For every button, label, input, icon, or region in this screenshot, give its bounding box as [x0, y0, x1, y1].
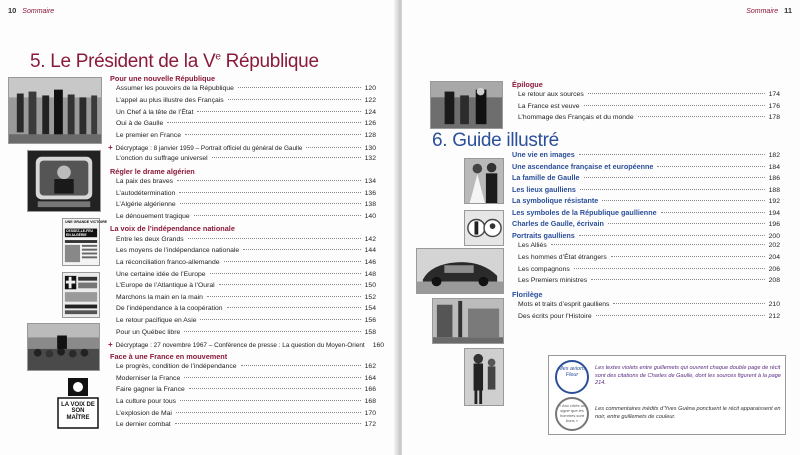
toc-entry-page: 150: [364, 282, 376, 290]
toc-entry-title: Oui à de Gaulle: [116, 120, 164, 128]
dot-leader: [661, 212, 765, 213]
section-title: Pour une nouvelle République: [110, 74, 216, 83]
dot-leader: [189, 388, 361, 389]
toc-entry-title: Faire gagner la France: [116, 386, 185, 394]
toc-entry-page: 194: [768, 209, 780, 217]
toc-entry-title: La France est veuve: [518, 102, 580, 110]
guide-chapter-title: 6. Guide illustré: [432, 130, 559, 151]
toc-entry[interactable]: [116, 317, 376, 324]
toc-entry-title: L’Algérie algérienne: [116, 201, 176, 209]
toc-entry-title: Le dénouement tragique: [116, 212, 190, 220]
toc-entry[interactable]: [116, 329, 376, 336]
toc-entry[interactable]: [116, 109, 376, 116]
chapter-title-end: République: [220, 51, 319, 72]
toc-entry-title: Les Premiers ministres: [518, 277, 588, 285]
plus-icon: +: [108, 340, 113, 350]
folio-label: Sommaire: [22, 8, 55, 15]
photo-monument: [432, 298, 504, 344]
toc-entry[interactable]: [518, 313, 780, 320]
toc-entry-title: Pour un Québec libre: [116, 328, 181, 336]
toc-entry-title: Décryptage : 27 novembre 1967 – Conférence de presse : La question du Moyen-Orient: [115, 342, 365, 350]
toc-entry[interactable]: [512, 196, 780, 205]
dot-leader: [596, 315, 765, 316]
toc-entry-title: Les hommes d’État étrangers: [518, 253, 607, 261]
left-folio: [8, 6, 58, 15]
toc-entry[interactable]: [116, 271, 376, 278]
dot-leader: [176, 412, 361, 413]
toc-entry[interactable]: [108, 143, 376, 152]
toc-entry-title: L’appel au plus illustre des Français: [116, 97, 224, 104]
toc-entry[interactable]: [116, 178, 376, 185]
toc-entry-title: La culture pour tous: [116, 398, 177, 405]
toc-entry-page: 168: [364, 398, 376, 405]
dot-leader: [657, 166, 764, 167]
toc-entry[interactable]: [116, 97, 376, 104]
toc-entry-page: 208: [768, 277, 780, 285]
toc-entry[interactable]: [116, 247, 376, 254]
toc-entry[interactable]: [518, 301, 780, 308]
toc-entry-title: De l’indépendance à la coopération: [116, 305, 223, 313]
legend-text-2: Les commentaires inédits d’Yves Guéna ponctuent le récit apparaissent en noir, entre guillemets de couleur.: [595, 406, 781, 420]
toc-entry-page: 182: [768, 152, 780, 159]
toc-entry[interactable]: [512, 219, 780, 228]
toc-entry[interactable]: [518, 114, 780, 121]
dot-leader: [207, 296, 361, 297]
dot-leader: [638, 116, 765, 117]
toc-entry-title: La famille de Gaulle: [512, 173, 580, 183]
dot-leader: [579, 235, 765, 236]
toc-entry-title: Le retour aux sources: [518, 91, 584, 98]
toc-entry-page: 160: [372, 342, 385, 350]
dot-leader: [551, 244, 765, 245]
dot-leader: [602, 200, 764, 201]
dot-leader: [180, 400, 361, 401]
toc-entry-page: 138: [364, 201, 376, 209]
toc-entry-title: Décryptage : 8 janvier 1959 – Portrait officiel du général de Gaulle: [115, 145, 303, 153]
toc-entry-page: 132: [364, 155, 376, 162]
toc-entry[interactable]: [116, 201, 376, 208]
epilogue-title: Épilogue: [512, 80, 543, 89]
toc-entry-page: 134: [364, 178, 376, 185]
toc-entry-page: 148: [364, 270, 376, 278]
toc-entry-page: 176: [768, 102, 780, 110]
toc-entry[interactable]: [116, 294, 376, 301]
toc-entry-page: 206: [768, 265, 780, 273]
toc-entry[interactable]: [108, 340, 385, 350]
legend-badge-quote: Mes avions Fleur: [555, 360, 589, 394]
dot-leader: [580, 189, 765, 190]
section-title: Régler le drame algérien: [110, 166, 195, 176]
toc-entry[interactable]: [116, 410, 376, 417]
toc-entry-page: 200: [768, 232, 780, 240]
toc-entry-page: 154: [364, 305, 376, 313]
chapter-title-text: 5. Le Président de la V: [30, 51, 216, 72]
toc-entry-title: Le progrès, condition de l’indépendance: [116, 363, 237, 371]
dot-leader: [228, 99, 361, 100]
dot-leader: [194, 215, 361, 216]
toc-entry-page: 192: [768, 198, 780, 206]
left-page: [0, 0, 398, 455]
toc-entry[interactable]: [518, 91, 780, 98]
dot-leader: [188, 238, 361, 239]
toc-entry-page: 186: [768, 175, 780, 183]
photo-ceremony: [8, 77, 102, 144]
toc-entry-page: 144: [364, 247, 376, 255]
toc-entry[interactable]: [518, 254, 780, 261]
toc-entry[interactable]: [116, 386, 376, 393]
dot-leader: [574, 268, 765, 269]
dot-leader: [212, 157, 361, 158]
chapter-title: [30, 51, 319, 73]
toc-entry-page: 196: [768, 221, 780, 229]
dot-leader: [179, 192, 360, 193]
dot-leader: [184, 377, 360, 378]
legend-text-1: Les textes violets entre guillemets qui ouvrent chaque double page de récit sont des citations de Charles de Gaulle, dont les sources figurent à la page 214.: [595, 365, 781, 387]
dot-leader: [243, 249, 360, 250]
toc-entry-page: 158: [364, 328, 376, 336]
photo-wedding: [464, 158, 504, 204]
dot-leader: [180, 203, 361, 204]
right-folio: [742, 6, 792, 15]
toc-entry[interactable]: [116, 155, 376, 162]
toc-entry-title: Les moyens de l’indépendance nationale: [116, 247, 240, 255]
toc-entry-page: 120: [364, 85, 376, 93]
toc-entry-title: Marchons la main en la main: [116, 293, 203, 301]
toc-entry-title: L’onction du suffrage universel: [116, 155, 208, 162]
chapter-title-sup: e: [215, 51, 221, 63]
toc-entry-page: 172: [364, 421, 376, 429]
newspaper-headline: CESSEZ-LE-FEU EN ALGÉRIE: [66, 229, 93, 237]
photo-television: [27, 150, 101, 212]
toc-entry[interactable]: [512, 173, 780, 182]
toc-entry-title: L’Europe de l’Atlantique à l’Oural: [116, 282, 215, 290]
photo-badges: [464, 210, 504, 246]
photo-press-conference: [27, 323, 100, 371]
toc-entry[interactable]: [116, 398, 376, 405]
toc-entry-title: Une certaine idée de l’Europe: [116, 270, 206, 278]
toc-entry-title: La paix des braves: [116, 178, 174, 185]
toc-entry[interactable]: [116, 259, 376, 266]
toc-entry-page: 142: [364, 235, 376, 243]
folio-label: Sommaire: [746, 8, 779, 15]
toc-entry-title: Les Alliés: [518, 242, 547, 250]
dot-leader: [241, 365, 361, 366]
toc-entry-page: 202: [768, 242, 780, 250]
toc-entry-title: Un Chef à la tête de l’État: [116, 108, 194, 116]
legend-text-quotes: [595, 365, 781, 388]
toc-entry-page: 126: [364, 120, 376, 128]
page-number: 10: [8, 6, 17, 15]
toc-entry-title: Le retour pacifique en Asie: [116, 317, 197, 324]
toc-entry[interactable]: [116, 363, 376, 370]
toc-entry[interactable]: [518, 266, 780, 273]
toc-entry-title: L’hommage des Français et du monde: [518, 114, 634, 122]
dot-leader: [306, 147, 360, 148]
toc-entry[interactable]: [512, 150, 780, 159]
toc-entry[interactable]: [116, 282, 376, 289]
dot-leader: [175, 423, 361, 424]
dot-leader: [219, 284, 361, 285]
toc-entry-page: 174: [768, 91, 780, 98]
dot-leader: [579, 154, 765, 155]
toc-entry-title: Le premier en France: [116, 131, 181, 139]
dot-leader: [608, 223, 765, 224]
florilege-title: Florilège: [512, 289, 543, 299]
photo-epilogue: [430, 81, 503, 129]
dot-leader: [200, 319, 360, 320]
dot-leader: [584, 177, 765, 178]
poster-text: LA VOIX DE SON MAÎTRE: [61, 402, 95, 421]
dot-leader: [227, 307, 361, 308]
toc-entry-title: Mots et traits d’esprit gaulliens: [518, 301, 610, 309]
toc-entry-page: 170: [364, 409, 376, 417]
toc-entry[interactable]: [512, 231, 780, 240]
dot-leader: [238, 87, 361, 88]
toc-entry-title: Moderniser la France: [116, 374, 181, 382]
photo-newspaper: [62, 218, 108, 266]
poster-la-voix: [56, 378, 100, 430]
toc-entry-page: 178: [768, 114, 780, 122]
section-title: La voix de l’indépendance nationale: [110, 224, 235, 234]
toc-entry[interactable]: [512, 208, 780, 217]
toc-entry-title: Entre les deux Grands: [116, 235, 184, 243]
toc-entry[interactable]: [512, 185, 780, 194]
dot-leader: [167, 122, 360, 123]
toc-entry-title: Portraits gaulliens: [512, 230, 575, 240]
toc-entry[interactable]: [512, 162, 780, 171]
dot-leader: [584, 105, 765, 106]
toc-entry[interactable]: [116, 236, 376, 243]
toc-entry-title: Les compagnons: [518, 265, 570, 273]
legend-text-comments: [595, 406, 781, 421]
toc-entry-title: Les lieux gaulliens: [512, 184, 576, 194]
toc-entry[interactable]: [116, 421, 376, 428]
dot-leader: [184, 331, 360, 332]
toc-entry-title: Les symboles de la République gaullienne: [512, 207, 657, 217]
toc-entry-page: 140: [364, 212, 376, 220]
toc-entry-page: 152: [364, 293, 376, 301]
dot-leader: [613, 303, 764, 304]
toc-entry-title: Charles de Gaulle, écrivain: [512, 219, 604, 229]
toc-entry-title: Assumer les pouvoirs de la République: [116, 85, 234, 93]
dot-leader: [185, 134, 361, 135]
toc-entry-title: L’autodétermination: [116, 189, 176, 197]
toc-entry-title: La réconciliation franco-allemande: [116, 259, 220, 266]
legend-box: [548, 355, 786, 435]
plus-icon: +: [108, 143, 113, 153]
toc-entry[interactable]: [116, 305, 376, 312]
toc-entry[interactable]: [116, 85, 376, 92]
toc-entry-page: 164: [364, 374, 376, 382]
photo-walking: [464, 348, 504, 406]
photo-press-clipping: [62, 272, 100, 318]
toc-entry-page: 188: [768, 186, 780, 194]
toc-entry[interactable]: [116, 132, 376, 139]
toc-entry[interactable]: [116, 190, 376, 197]
toc-entry-page: 122: [364, 97, 376, 104]
toc-entry[interactable]: [116, 213, 376, 220]
dot-leader: [591, 279, 765, 280]
page-number: 11: [784, 6, 792, 15]
toc-entry-page: 166: [364, 386, 376, 394]
dot-leader: [588, 93, 765, 94]
toc-entry-page: 184: [768, 163, 780, 171]
toc-entry-page: 130: [364, 145, 376, 153]
dot-leader: [210, 273, 361, 274]
toc-entry-page: 146: [364, 259, 376, 266]
dot-leader: [177, 180, 361, 181]
toc-entry-page: 162: [364, 363, 376, 371]
toc-entry-title: L’explosion de Mai: [116, 409, 172, 417]
toc-entry[interactable]: [518, 103, 780, 110]
toc-entry-page: 210: [768, 301, 780, 309]
dot-leader: [197, 111, 360, 112]
toc-entry-title: La symbolique résistante: [512, 196, 599, 206]
dot-leader: [224, 261, 361, 262]
toc-entry-page: 212: [768, 312, 780, 320]
dot-leader: [611, 256, 765, 257]
toc-entry[interactable]: [116, 120, 376, 127]
newspaper-masthead: UNE GRANDE VICTOIRE: [65, 220, 108, 224]
toc-entry-page: 128: [364, 131, 376, 139]
section-title: Face à une France en mouvement: [110, 351, 228, 361]
toc-entry-title: Des écrits pour l’Histoire: [518, 312, 592, 320]
toc-entry-page: 156: [364, 317, 376, 324]
toc-entry[interactable]: [518, 277, 780, 284]
toc-entry-page: 136: [364, 189, 376, 197]
toc-entry-page: 124: [364, 108, 376, 116]
toc-entry[interactable]: [518, 242, 780, 249]
toc-entry-title: Une vie en images: [512, 150, 575, 159]
toc-entry[interactable]: [116, 375, 376, 382]
toc-entry-title: Une ascendance française et européenne: [512, 161, 654, 171]
photo-car: [416, 248, 504, 294]
toc-entry-page: 204: [768, 253, 780, 261]
legend-badge-comment: « Aux côtés un signe que les hommes sont bons »: [555, 397, 589, 431]
toc-entry-title: Le dernier combat: [116, 421, 171, 429]
